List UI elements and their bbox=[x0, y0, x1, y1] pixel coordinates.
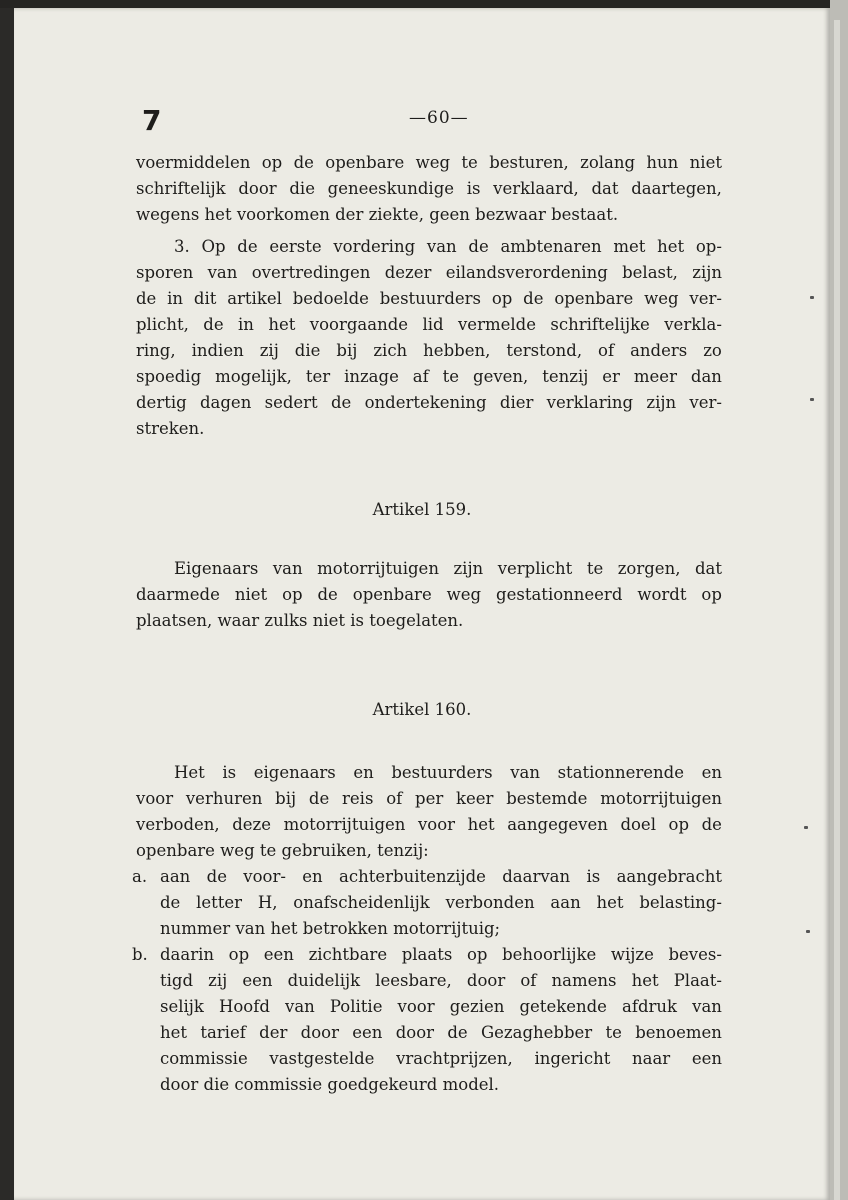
text-line: daarin op een zichtbare plaats op behoorlijke wijze beves- bbox=[160, 945, 722, 964]
page-marker: 7 bbox=[142, 104, 162, 137]
paragraph-continuation bbox=[136, 150, 722, 228]
article-160-intro bbox=[136, 760, 722, 864]
article-160-heading: Artikel 160. bbox=[372, 700, 472, 719]
text-line: openbare weg te gebruiken, tenzij: bbox=[136, 841, 429, 860]
text-line: door die commissie goedgekeurd model. bbox=[160, 1075, 500, 1094]
text-line: plicht, de in het voorgaande lid vermelde schriftelijke verkla- bbox=[136, 315, 722, 334]
article-159-body bbox=[136, 556, 722, 634]
text-line: wegens het voorkomen der ziekte, geen bezwaar bestaat. bbox=[136, 205, 619, 224]
paragraph-lid-3 bbox=[136, 234, 722, 442]
scan-page-edge bbox=[834, 20, 840, 1200]
scan-speck bbox=[810, 296, 814, 299]
running-head: —60— bbox=[409, 108, 469, 128]
scan-speck bbox=[806, 930, 810, 933]
text-line: ring, indien zij die bij zich hebben, terstond, of anders zo bbox=[136, 341, 722, 360]
text-line: Eigenaars van motorrijtuigen zijn verplicht te zorgen, dat bbox=[174, 559, 722, 578]
text-line: daarmede niet op de openbare weg gestationneerd wordt op bbox=[136, 585, 722, 604]
text-line: sporen van overtredingen dezer eilandsverordening belast, zijn bbox=[136, 263, 722, 282]
text-line: voermiddelen op de openbare weg te besturen, zolang hun niet bbox=[136, 153, 722, 172]
text-line: tigd zij een duidelijk leesbare, door of namens het Plaat- bbox=[160, 971, 722, 990]
list-label: a. bbox=[132, 867, 148, 886]
scan-speck bbox=[804, 826, 808, 829]
document-page bbox=[14, 8, 830, 1200]
text-line: verboden, deze motorrijtuigen voor het aangegeven doel op de bbox=[136, 815, 722, 834]
text-line: de in dit artikel bedoelde bestuurders op de openbare weg ver- bbox=[136, 289, 722, 308]
text-line: spoedig mogelijk, ter inzage af te geven, tenzij er meer dan bbox=[136, 367, 722, 386]
text-line: de letter H, onafscheidenlijk verbonden aan het belasting- bbox=[160, 893, 722, 912]
list-label: b. bbox=[132, 945, 148, 964]
scan-border-top bbox=[0, 0, 848, 8]
text-line: 3. Op de eerste vordering van de ambtenaren met het op- bbox=[174, 237, 722, 256]
text-line: dertig dagen sedert de ondertekening dier verklaring zijn ver- bbox=[136, 393, 722, 412]
text-line: selijk Hoofd van Politie voor gezien getekende afdruk van bbox=[160, 997, 722, 1016]
text-line: voor verhuren bij de reis of per keer bestemde motorrijtuigen bbox=[136, 789, 722, 808]
text-line: streken. bbox=[136, 419, 205, 438]
scan-speck bbox=[810, 398, 814, 401]
text-line: aan de voor- en achterbuitenzijde daarvan is aangebracht bbox=[160, 867, 722, 886]
text-line: het tarief der door een door de Gezaghebber te benoemen bbox=[160, 1023, 722, 1042]
text-line: schriftelijk door die geneeskundige is verklaard, dat daartegen, bbox=[136, 179, 722, 198]
text-line: plaatsen, waar zulks niet is toegelaten. bbox=[136, 611, 464, 630]
text-line: Het is eigenaars en bestuurders van stationnerende en bbox=[174, 763, 722, 782]
text-line: nummer van het betrokken motorrijtuig; bbox=[160, 919, 501, 938]
article-159-heading: Artikel 159. bbox=[372, 500, 472, 519]
text-line: commissie vastgestelde vrachtprijzen, ingericht naar een bbox=[160, 1049, 722, 1068]
